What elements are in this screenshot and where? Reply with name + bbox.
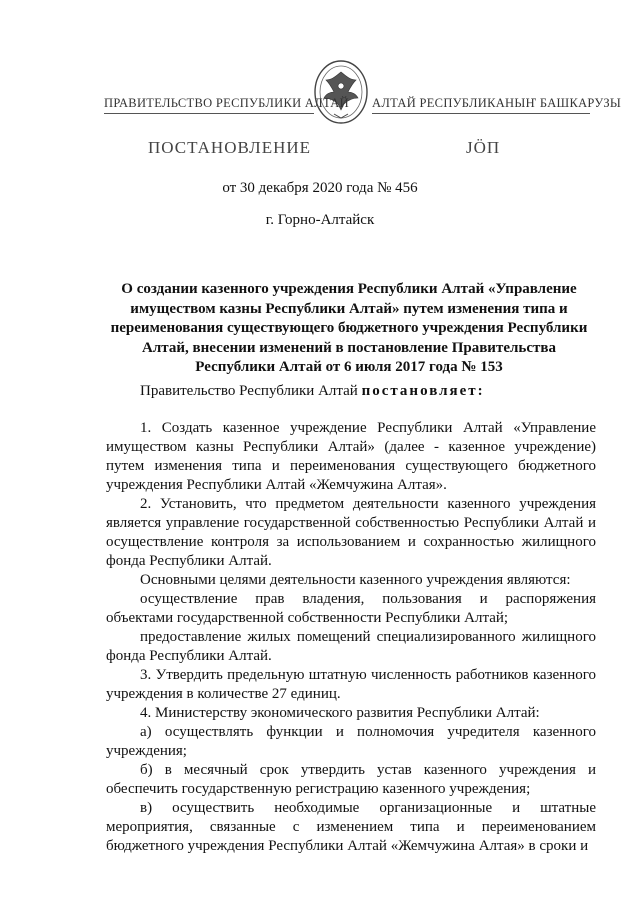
city: г. Горно-Алтайск: [265, 212, 375, 228]
paragraph: 3. Утвердить предельную штатную численность работников казенного учреждения в количестве 27 единиц.: [106, 667, 596, 702]
title-line: переименования существующего бюджетного учреждения Республики: [110, 320, 588, 336]
paragraph: 2. Установить, что предметом деятельности казенного учреждения является управление государственной собственностью Республики Алтай и осуществление контроля за использованием и сохранностью жилищного фонда Республики Алтай.: [106, 496, 596, 569]
paragraph: Основными целями деятельности казенного учреждения являются:: [140, 572, 571, 588]
government-name-ru: ПРАВИТЕЛЬСТВО РЕСПУБЛИКИ АЛТАЙ: [104, 96, 349, 110]
title-line: Республики Алтай от 6 июля 2017 года № 153: [195, 359, 503, 375]
title-line: О создании казенного учреждения Республики Алтай «Управление: [121, 281, 577, 297]
doc-type-alt: ЈӦП: [466, 138, 501, 157]
paragraph: в) осуществить необходимые организационные и штатные мероприятия, связанные с изменением типа и переименованием бюджетного учреждения Республики Алтай «Жемчужина Алтая» в сроки и: [106, 800, 596, 854]
header-rule-left: [104, 113, 314, 114]
paragraph: б) в месячный срок утвердить устав казенного учреждения и обеспечить государственную регистрацию казенного учреждения;: [106, 762, 596, 797]
document-body: [106, 382, 596, 856]
preamble-emphasis: постановляет:: [361, 383, 485, 399]
paragraph: а) осуществлять функции и полномочия учредителя казенного учреждения;: [106, 724, 596, 759]
government-name-alt: АЛТАЙ РЕСПУБЛИКАНЫҤ БАШКАРУЗЫ: [372, 96, 622, 110]
paragraph: осуществление прав владения, пользования и распоряжения объектами государственной собственности Республики Алтай;: [106, 591, 596, 626]
date-number: от 30 декабря 2020 года № 456: [222, 180, 418, 196]
coat-of-arms-icon: [312, 58, 370, 126]
preamble: [106, 382, 596, 401]
title-line: Алтай, внесении изменений в постановление Правительства: [142, 339, 556, 356]
paragraph: предоставление жилых помещений специализированного жилищного фонда Республики Алтай.: [106, 629, 596, 664]
title-line: имуществом казны Республики Алтай» путем изменения типа и: [130, 300, 568, 317]
paragraph: 4. Министерству экономического развития Республики Алтай:: [140, 705, 540, 721]
document-title: [106, 280, 592, 378]
preamble-text: Правительство Республики Алтай: [140, 383, 362, 399]
doc-type-ru: ПОСТАНОВЛЕНИЕ: [148, 138, 312, 157]
paragraph: 1. Создать казенное учреждение Республики Алтай «Управление имуществом казны Республики Алтай» (далее - казенное учреждение) путем изменения типа и переименования существующего бюджетного учреждения Республики Алтай «Жемчужина Алтая».: [106, 420, 596, 493]
header-rule-right: [372, 113, 590, 114]
